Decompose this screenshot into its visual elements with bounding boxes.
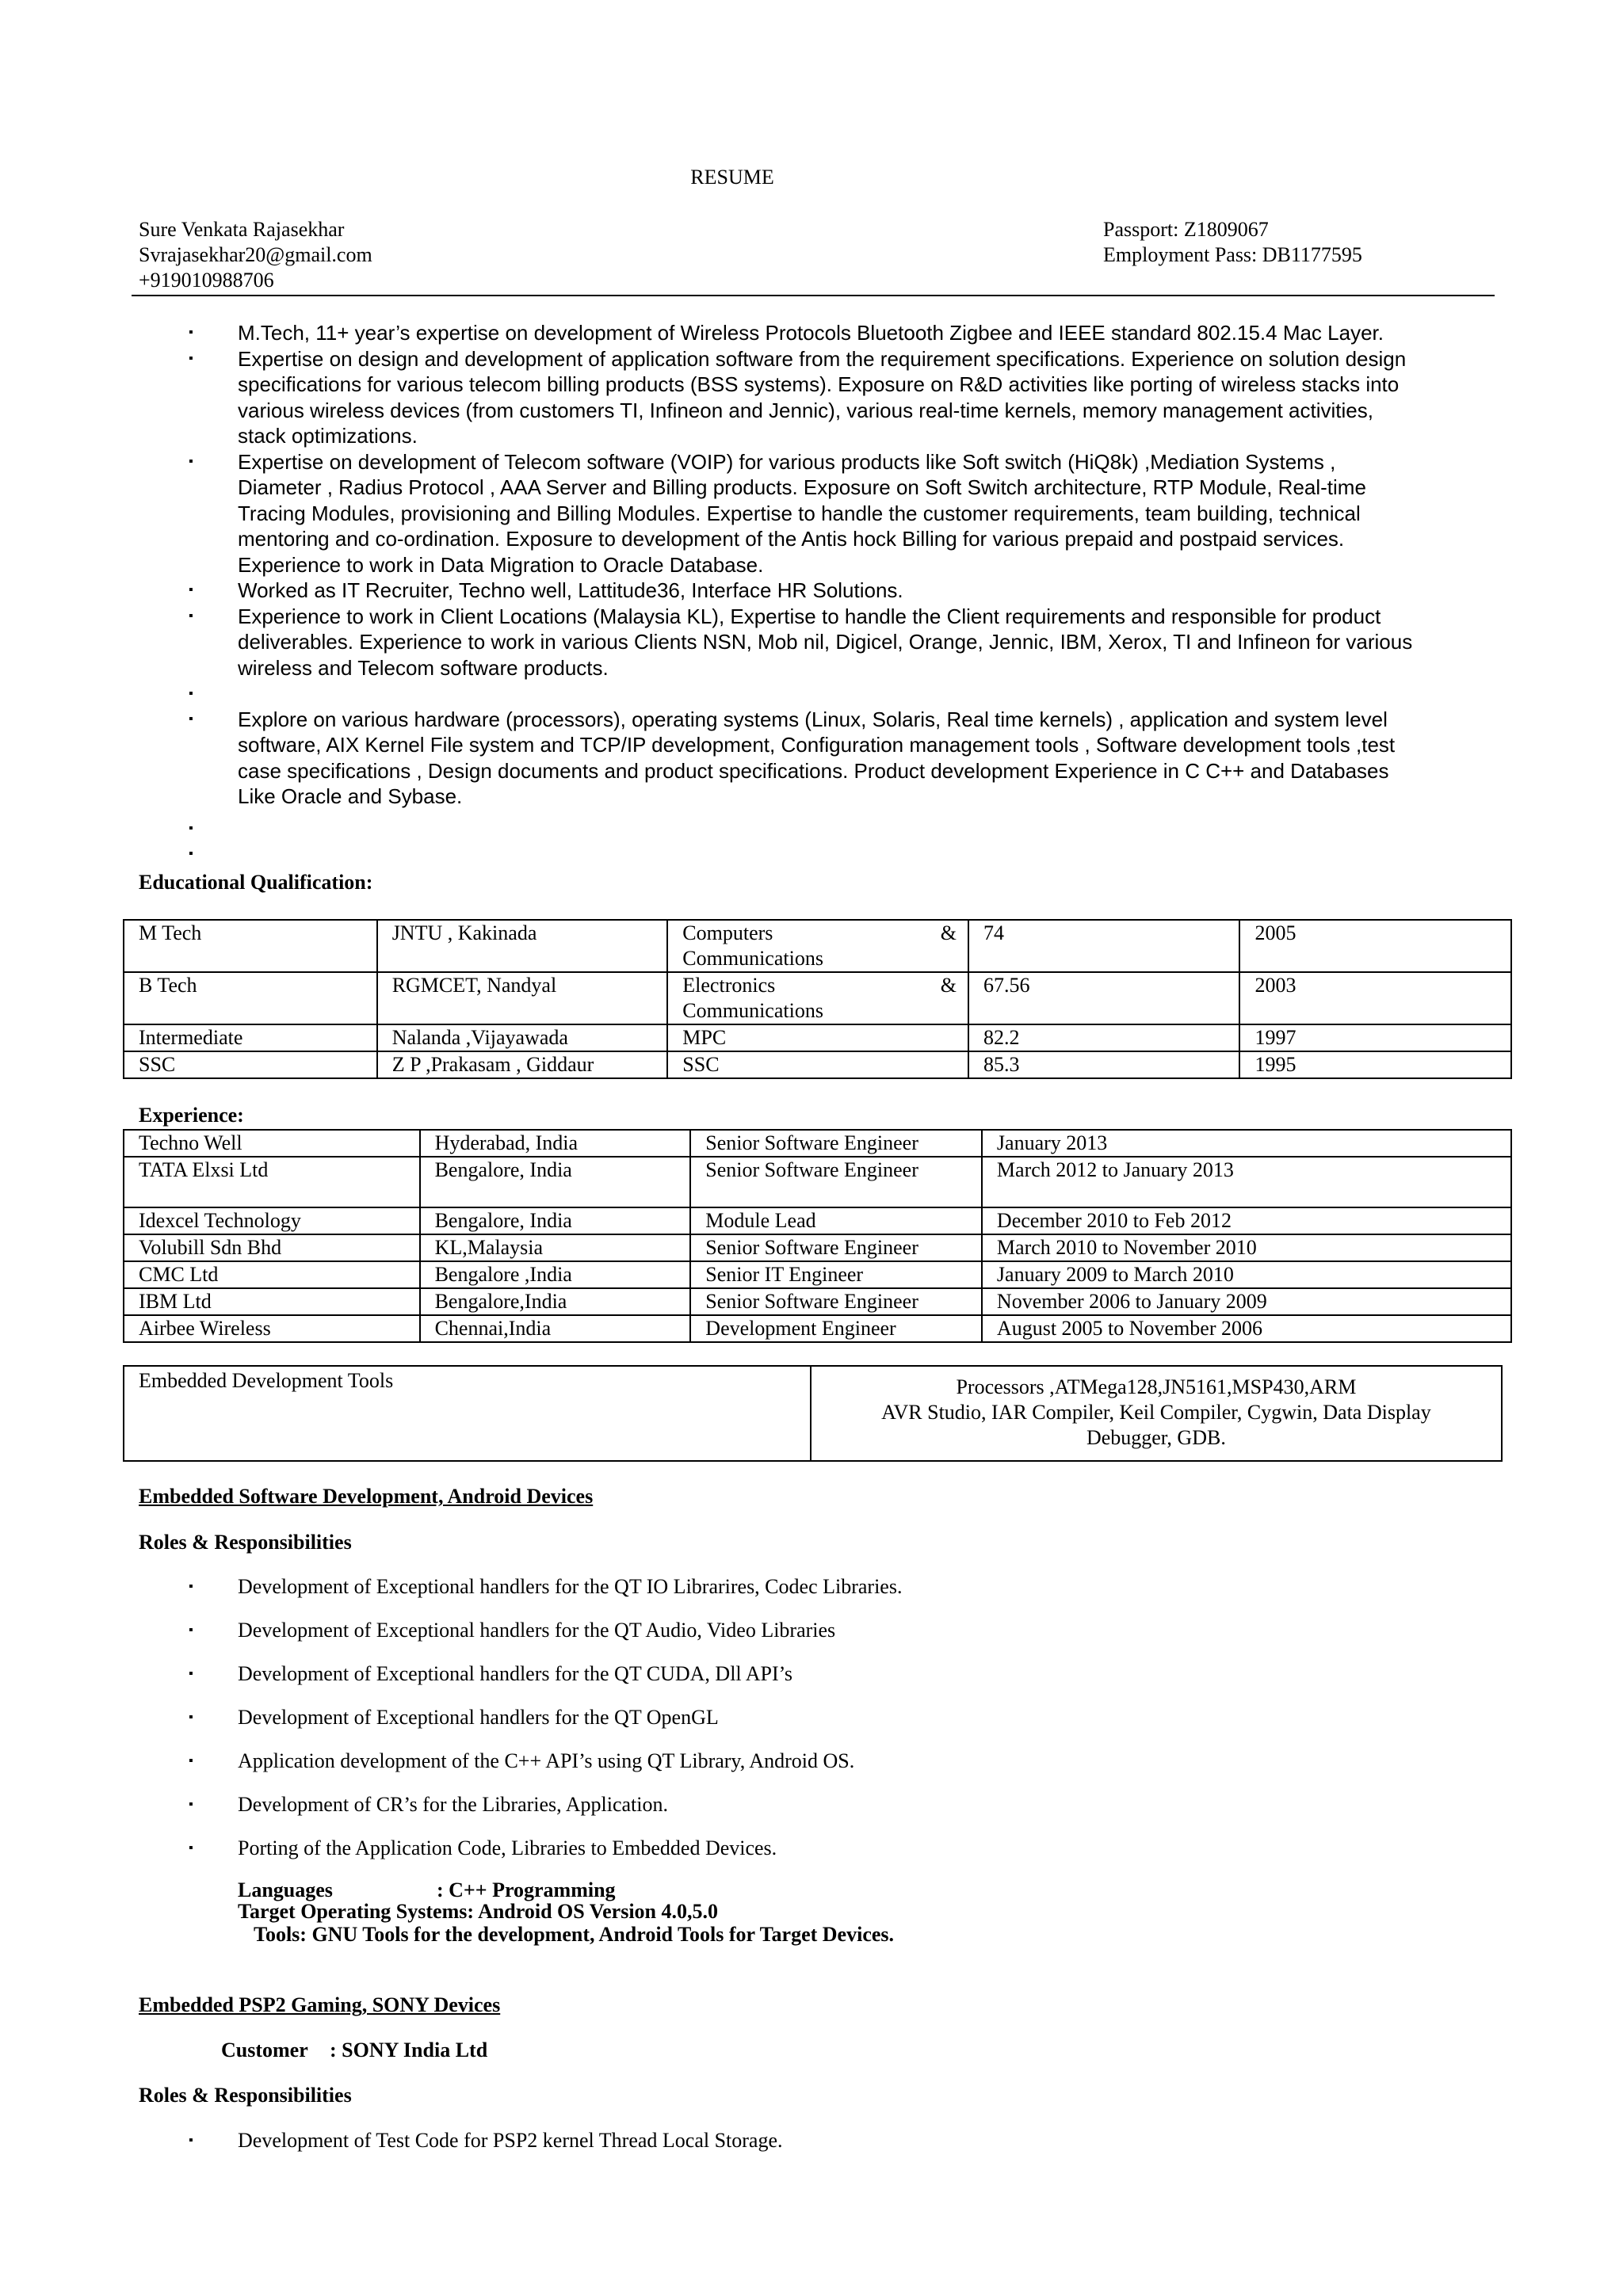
project-title: Embedded Software Development, Android Devices	[139, 1485, 594, 1508]
summary-item: Expertise on development of Telecom software (VOIP) for various products like Soft switch (HiQ8k) ,Mediation Systems , Diameter , Radius Protocol , AAA Server and Billing products. Exposure on Soft Switch architecture, RTP Module, Real-time Tracing Modules, provisioning and Billing Modules. Expertise to handle the customer requirements, team building, technical mentoring and co-ordination. Exposure to development of the Antis hock Billing for various prepaid and postpaid services. Experience to work in Data Migration to Oracle Database.	[238, 450, 1366, 577]
experience-table	[123, 1129, 1512, 1343]
summary-item: Worked as IT Recruiter, Techno well, Lattitude36, Interface HR Solutions.	[238, 578, 903, 602]
experience-heading: Experience:	[139, 1104, 244, 1127]
bullet-icon: ▪	[189, 1711, 193, 1724]
list-item: Development of Test Code for PSP2 kernel Thread Local Storage.	[238, 2129, 783, 2152]
table-row: Techno Well Hyderabad, India Senior Software Engineer January 2013	[124, 1130, 1511, 1157]
passport-text: Passport: Z1809067	[1103, 218, 1269, 241]
employment-pass-text: Employment Pass: DB1177595	[1103, 243, 1362, 266]
list-item: Development of CR’s for the Libraries, Application.	[238, 1793, 668, 1816]
table-row: M Tech JNTU , Kakinada Computers & Communications 74 2005	[124, 920, 1511, 972]
bullet-icon: ▪	[189, 712, 193, 726]
table-row: Airbee Wireless Chennai,India Development Engineer August 2005 to November 2006	[124, 1315, 1511, 1342]
summary-item: Explore on various hardware (processors), operating systems (Linux, Solaris, Real time kernels) , application and system level software, AIX Kernel File system and TCP/IP development, Configuration management tools , Software development tools ,test case specifications , Design documents and product specifications. Product development Experience in C C++ and Databases Like Oracle and Sybase.	[238, 707, 1396, 809]
bullet-icon: ▪	[189, 1667, 193, 1680]
contact-block	[139, 217, 372, 293]
list-item: Development of Exceptional handlers for the QT Audio, Video Libraries	[238, 1619, 836, 1642]
list-item: Development of Exceptional handlers for the QT IO Librarires, Codec Libraries.	[238, 1575, 903, 1598]
email-text: Svrajasekhar20@gmail.com	[139, 243, 372, 266]
languages-label: Languages	[238, 1878, 333, 1901]
education-heading: Educational Qualification:	[139, 871, 373, 894]
bullet-icon: ▪	[189, 1754, 193, 1768]
project-title: Embedded PSP2 Gaming, SONY Devices	[139, 1993, 501, 2016]
bullet-icon: ▪	[189, 1623, 193, 1637]
bullet-icon: ▪	[189, 455, 193, 468]
table-row: IBM Ltd Bengalore,India Senior Software Engineer November 2006 to January 2009	[124, 1288, 1511, 1315]
languages-value: : C++ Programming	[437, 1878, 616, 1901]
table-row: SSC Z P ,Prakasam , Giddaur SSC 85.3 1995	[124, 1051, 1511, 1078]
bullet-icon: ▪	[189, 1798, 193, 1811]
list-item: Development of Exceptional handlers for the QT OpenGL	[238, 1706, 719, 1729]
target-os-text: Target Operating Systems: Android OS Version 4.0,5.0	[238, 1900, 719, 1923]
bullet-icon: ▪	[189, 326, 193, 339]
roles-heading: Roles & Responsibilities	[139, 2084, 352, 2107]
bullet-icon: ▪	[189, 822, 193, 835]
bullet-icon: ▪	[189, 352, 193, 365]
customer-value: : SONY India Ltd	[330, 2039, 488, 2061]
table-row: Intermediate Nalanda ,Vijayawada MPC 82.2 1997	[124, 1024, 1511, 1051]
table-row: Idexcel Technology Bengalore, India Module Lead December 2010 to Feb 2012	[124, 1207, 1511, 1234]
id-block	[1103, 217, 1362, 268]
page-title: RESUME	[690, 166, 774, 189]
bullet-icon: ▪	[189, 847, 193, 860]
roles-heading: Roles & Responsibilities	[139, 1531, 352, 1554]
list-item: Development of Exceptional handlers for the QT CUDA, Dll API’s	[238, 1662, 792, 1685]
summary-item: Experience to work in Client Locations (Malaysia KL), Expertise to handle the Client requirements and responsible for product deliverables. Experience to work in various Clients NSN, Mob nil, Digicel, Orange, Jennic, IBM, Xerox, TI and Infineon for various wireless and Telecom software products.	[238, 605, 1413, 680]
table-row: B Tech RGMCET, Nandyal Electronics & Communications 67.56 2003	[124, 972, 1511, 1024]
education-table	[123, 919, 1512, 1079]
summary-item: Expertise on design and development of application software from the requirement specifications. Experience on solution design specifications for various telecom billing products (BSS systems). Exposure on R&D activities like porting of wireless stacks into various wireless devices (from customers TI, Infineon and Jennic), various real-time kernels, memory management activities, stack optimizations.	[238, 347, 1407, 448]
phone-text: +919010988706	[139, 269, 274, 292]
table-row: TATA Elxsi Ltd Bengalore, India Senior Software Engineer March 2012 to January 2013	[124, 1157, 1511, 1207]
bullet-icon: ▪	[189, 609, 193, 623]
bullet-icon: ▪	[189, 583, 193, 597]
tools-text: Tools: GNU Tools for the development, Android Tools for Target Devices.	[254, 1923, 895, 1946]
table-row: Volubill Sdn Bhd KL,Malaysia Senior Software Engineer March 2010 to November 2010	[124, 1234, 1511, 1261]
table-row: Embedded Development Tools Processors ,ATMega128,JN5161,MSP430,ARM AVR Studio, IAR Compiler, Keil Compiler, Cygwin, Data Display Debugger, GDB.	[124, 1366, 1502, 1461]
bullet-icon: ▪	[189, 687, 193, 700]
bullet-icon: ▪	[189, 1841, 193, 1855]
candidate-name: Sure Venkata Rajasekhar	[139, 218, 345, 241]
header-divider	[132, 295, 1495, 296]
customer-label: Customer	[221, 2039, 308, 2061]
list-item: Porting of the Application Code, Libraries to Embedded Devices.	[238, 1836, 777, 1859]
summary-item: M.Tech, 11+ year’s expertise on development of Wireless Protocols Bluetooth Zigbee and IEEE standard 802.15.4 Mac Layer.	[238, 321, 1384, 345]
bullet-icon: ▪	[189, 2134, 193, 2147]
tools-table	[123, 1365, 1503, 1462]
list-item: Application development of the C++ API’s using QT Library, Android OS.	[238, 1749, 855, 1772]
bullet-icon: ▪	[189, 1580, 193, 1593]
table-row: CMC Ltd Bengalore ,India Senior IT Engineer January 2009 to March 2010	[124, 1261, 1511, 1288]
